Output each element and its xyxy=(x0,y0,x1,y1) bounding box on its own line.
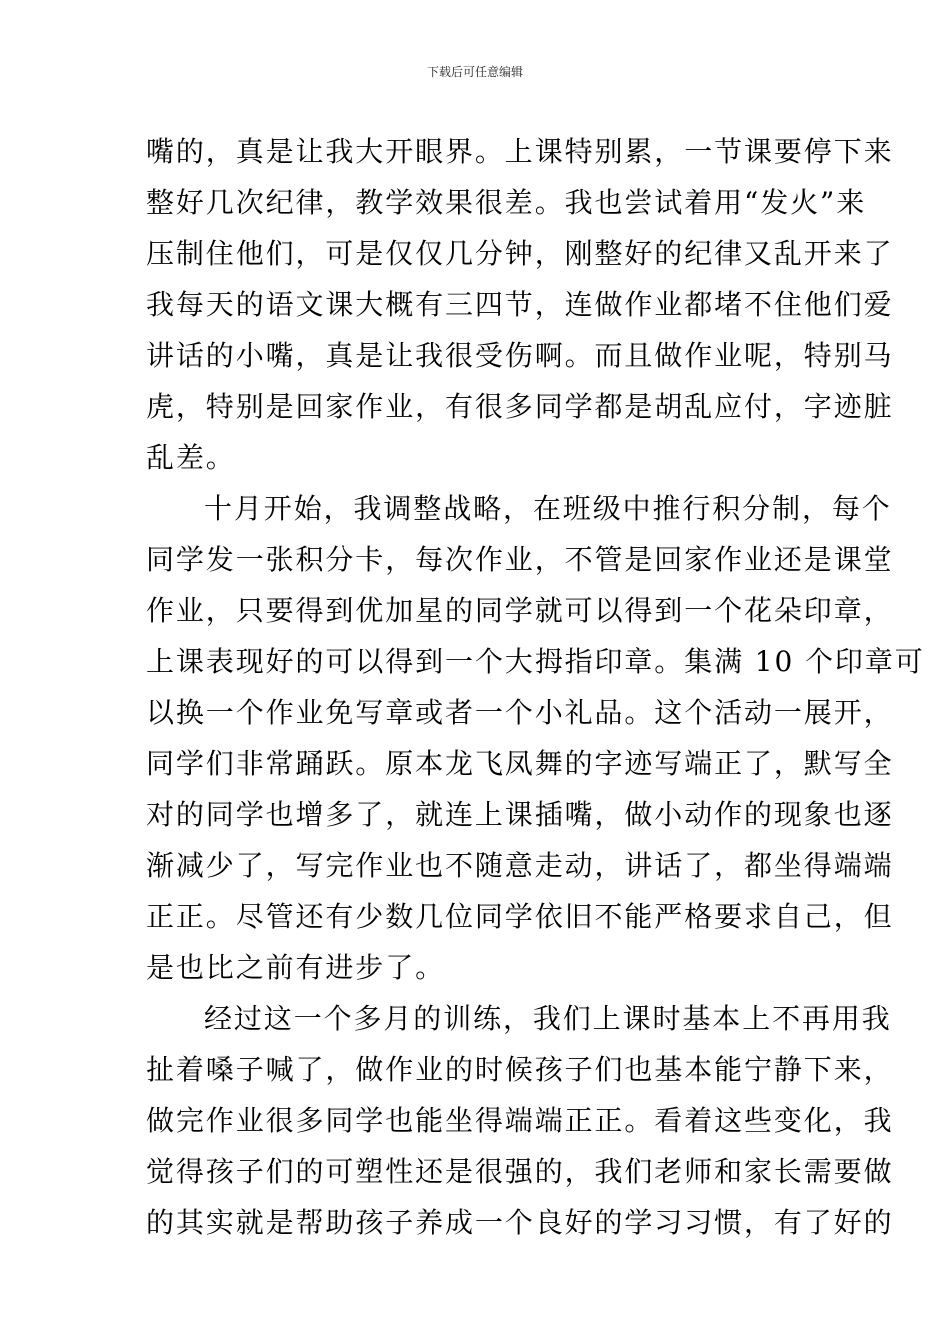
text-line: 正正。尽管还有少数几位同学依旧不能严格要求自己，但 xyxy=(146,900,894,933)
text-line: 上课表现好的可以得到一个大拇指印章。集满 10 个印章可 xyxy=(146,645,925,678)
text-line: 嘴的，真是让我大开眼界。上课特别累，一节课要停下来 xyxy=(146,135,894,168)
paragraph-3 xyxy=(146,993,894,1248)
text-line: 渐减少了，写完作业也不随意走动，讲话了，都坐得端端 xyxy=(146,849,894,882)
text-line: 以换一个作业免写章或者一个小礼品。这个活动一展开， xyxy=(146,696,894,729)
text-line: 虎，特别是回家作业，有很多同学都是胡乱应付，字迹脏 xyxy=(146,390,894,423)
text-line-indented: 十月开始，我调整战略，在班级中推行积分制，每个 xyxy=(204,492,892,525)
text-line-indented: 经过这一个多月的训练，我们上课时基本上不再用我 xyxy=(204,1002,892,1035)
text-line: 同学们非常踊跃。原本龙飞凤舞的字迹写端正了，默写全 xyxy=(146,747,894,780)
text-line: 觉得孩子们的可塑性还是很强的，我们老师和家长需要做 xyxy=(146,1155,894,1188)
text-line: 整好几次纪律，教学效果很差。我也尝试着用“发火”来 xyxy=(146,186,867,219)
paragraph-1 xyxy=(146,126,894,483)
text-line: 讲话的小嘴，真是让我很受伤啊。而且做作业呢，特别马 xyxy=(146,339,894,372)
text-line: 做完作业很多同学也能坐得端端正正。看着这些变化，我 xyxy=(146,1104,894,1137)
text-line: 压制住他们，可是仅仅几分钟，刚整好的纪律又乱开来了 xyxy=(146,237,894,270)
text-line: 是也比之前有进步了。 xyxy=(146,951,446,984)
text-line: 的其实就是帮助孩子养成一个良好的学习习惯，有了好的 xyxy=(146,1206,894,1239)
text-line: 同学发一张积分卡，每次作业，不管是回家作业还是课堂 xyxy=(146,543,894,576)
text-line: 乱差。 xyxy=(146,441,236,474)
text-line: 对的同学也增多了，就连上课插嘴，做小动作的现象也逐 xyxy=(146,798,894,831)
text-line: 我每天的语文课大概有三四节，连做作业都堵不住他们爱 xyxy=(146,288,894,321)
paragraph-2 xyxy=(146,483,925,993)
text-line: 作业，只要得到优加星的同学就可以得到一个花朵印章， xyxy=(146,594,894,627)
document-body xyxy=(146,126,925,1248)
text-line: 扯着嗓子喊了，做作业的时候孩子们也基本能宁静下来， xyxy=(146,1053,894,1086)
page-header: 下载后可任意编辑 xyxy=(426,65,523,79)
